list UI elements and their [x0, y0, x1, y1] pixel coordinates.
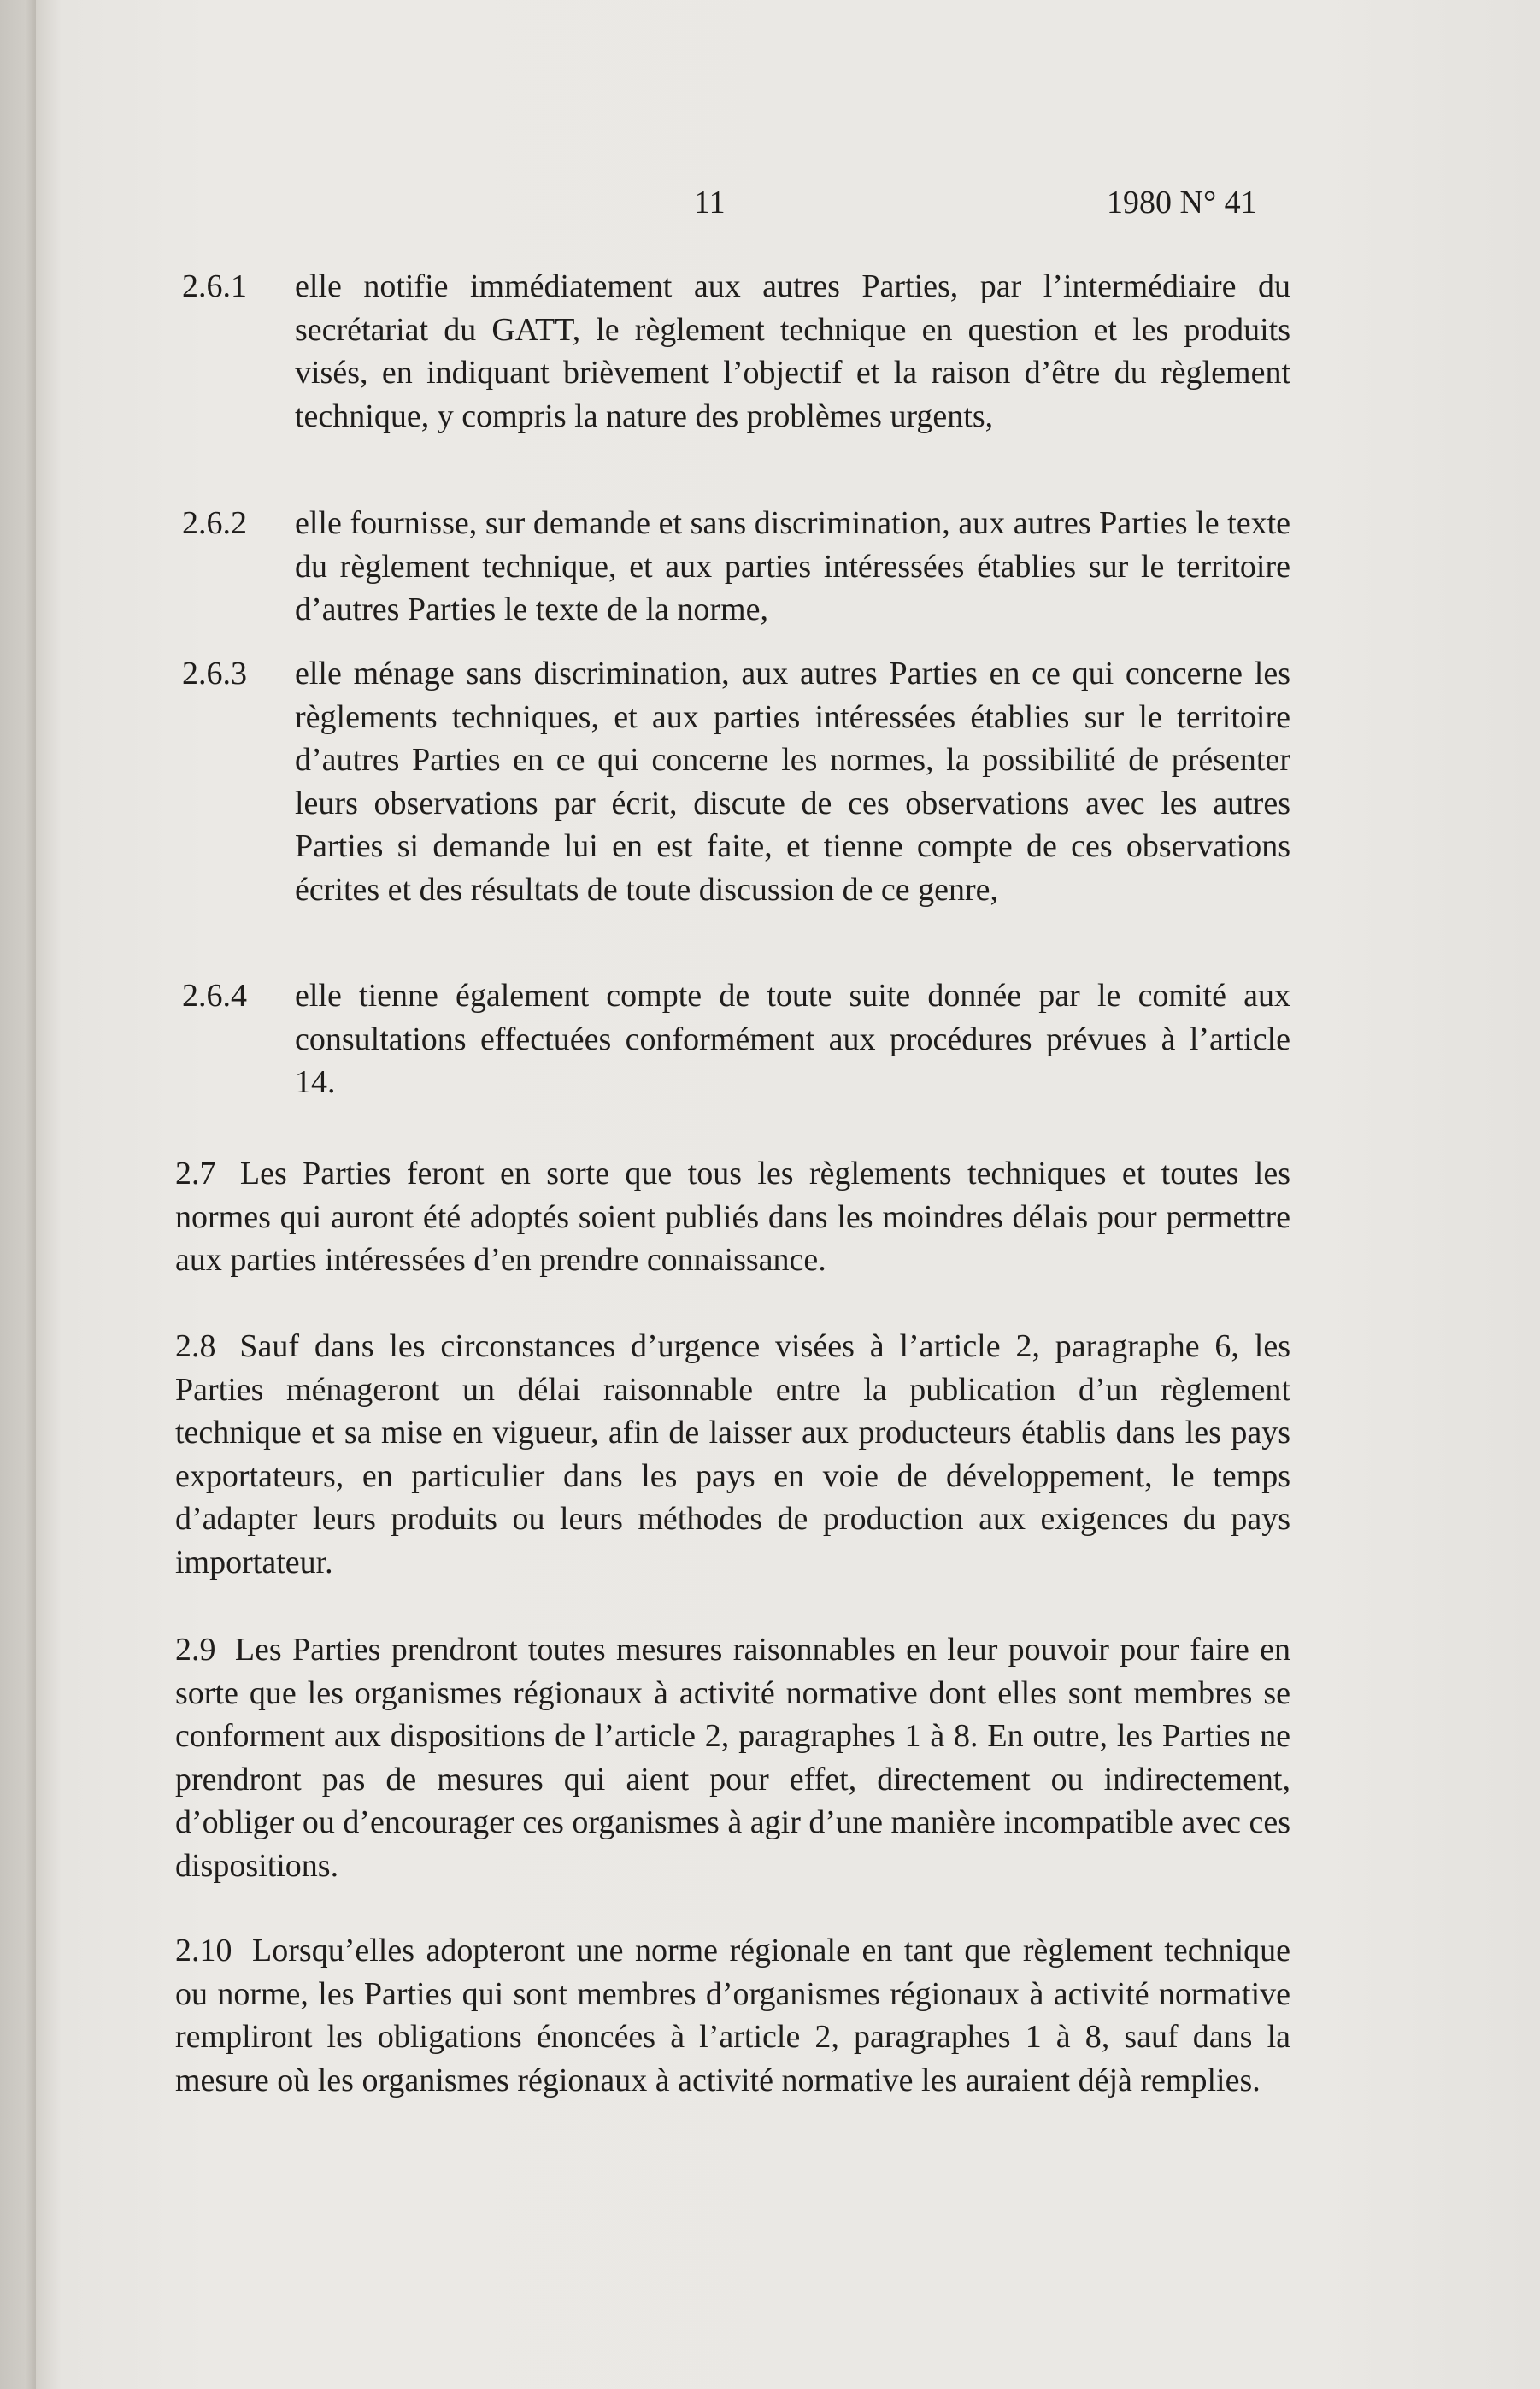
paragraph-2-10 — [175, 1929, 1290, 2102]
sub-item-text: elle notifie immédiatement aux autres Parties, par l’intermédiaire du secrétariat du GATT, le règlement technique en question et les produits visés, en indiquant brièvement l’objectif et la raison d’être du règlement technique, y compris la nature des problèmes urgents, — [295, 268, 1290, 434]
sub-item-number: 2.6.4 — [182, 978, 247, 1014]
sub-item-text: elle ménage sans discrimination, aux autres Parties en ce qui concerne les règlements techniques, et aux parties intéressées établies sur le territoire d’autres Parties en ce qui concerne les normes, la possibilité de présenter leurs observations par écrit, discute de ces observations avec les autres Parties si demande lui en est faite, et tienne compte de ces observations écrites et des résultats de toute discussion de ce genre, — [295, 656, 1290, 908]
paragraph-text: Sauf dans les circonstances d’urgence visées à l’article 2, paragraphe 6, les Parties ménageront un délai raisonnable entre la publication d’un règlement technique et sa mise en vigueur, afin de laisser aux producteurs établis dans les pays exportateurs, en particulier dans les pays en voie de développement, le temps d’adapter leurs produits ou leurs méthodes de production aux exigences du pays importateur. — [175, 1328, 1290, 1580]
paragraph-text: Les Parties feront en sorte que tous les règlements techniques et toutes les normes qui auront été adoptés soient publiés dans les moindres délais pour permettre aux parties intéressées d’en prendre connaissance. — [175, 1156, 1291, 1278]
sub-item-number: 2.6.1 — [182, 268, 247, 304]
paragraph-text: Lorsqu’elles adopteront une norme régionale en tant que règlement technique ou norme, les Parties qui sont membres d’organismes régionaux à activité normative rempliront les obligations énoncées à l’article 2, paragraphes 1 à 8, sauf dans la mesure où les organismes régionaux à activité normative les auraient déjà remplies. — [175, 1933, 1290, 2098]
sub-item-number: 2.6.2 — [182, 505, 247, 541]
paragraph-number: 2.9 — [175, 1632, 216, 1668]
page-header — [0, 184, 1540, 227]
paragraph-number: 2.7 — [175, 1156, 216, 1192]
paragraph-number: 2.10 — [175, 1933, 232, 1968]
paragraph-text: Les Parties prendront toutes mesures raisonnables en leur pouvoir pour faire en sorte que les organismes régionaux à activité normative dont elles sont membres se conforment aux dispositions de l’article 2, paragraphes 1 à 8. En outre, les Parties ne prendront pas de mesures qui aient pour effet, directement ou indirectement, d’obliger ou d’encourager ces organismes à agir d’une manière incompatible avec ces dispositions. — [175, 1632, 1290, 1884]
publication-year-number: 1980 N° 41 — [1107, 185, 1257, 221]
book-spine — [0, 0, 36, 2389]
paragraph-2-8 — [175, 1325, 1290, 1584]
paragraph-2-7 — [175, 1152, 1290, 1282]
paragraph-number: 2.8 — [175, 1328, 216, 1364]
sub-item-text: elle tienne également compte de toute suite donnée par le comité aux consultations effectuées conformément aux procédures prévues à l’article 14. — [295, 978, 1290, 1100]
page-number: 11 — [694, 185, 726, 221]
sub-item-number: 2.6.3 — [182, 656, 247, 691]
sub-item-text: elle fournisse, sur demande et sans discrimination, aux autres Parties le texte du règlement technique, et aux parties intéressées établies sur le territoire d’autres Parties le texte de la norme, — [295, 505, 1290, 627]
paragraph-2-9 — [175, 1628, 1290, 1887]
